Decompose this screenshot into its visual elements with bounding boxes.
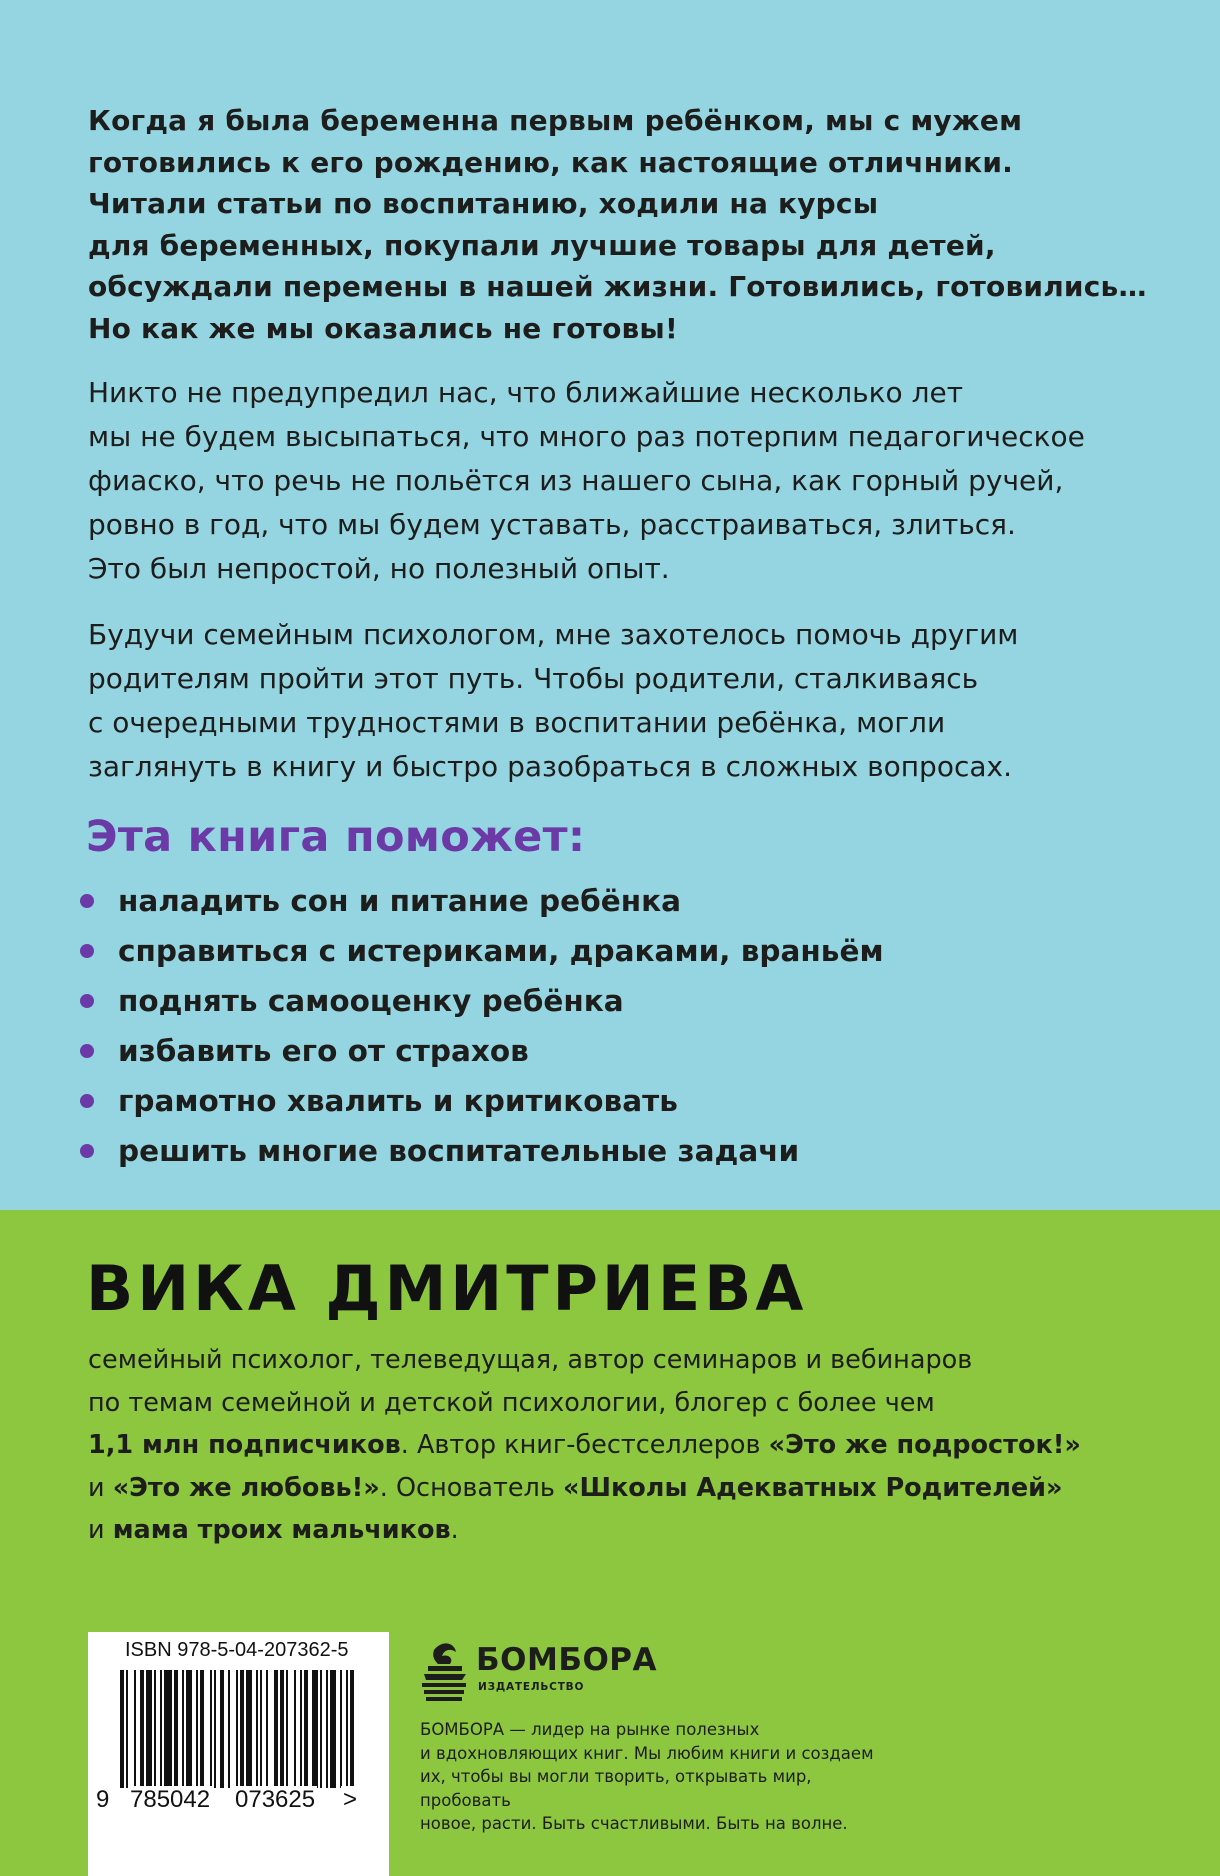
- paragraph-line: мы не будем высыпаться, что много раз потерпим педагогическое: [88, 420, 1085, 453]
- intro-line: для беременных, покупали лучшие товары для детей,: [88, 228, 996, 262]
- barcode-bar: [220, 1670, 224, 1788]
- barcode-bar: [134, 1670, 136, 1788]
- paragraph-line: фиаско, что речь не польётся из нашего сына, как горный ручей,: [88, 464, 1064, 497]
- barcode-bar: [304, 1670, 308, 1788]
- bullet-dot-icon: [80, 1144, 94, 1158]
- subscriber-count: 1,1 млн подписчиков: [88, 1430, 401, 1460]
- publisher-line: и вдохновляющих книг. Мы любим книги и создаем: [420, 1743, 874, 1763]
- list-item: [80, 1026, 884, 1076]
- barcode-digits: 073625: [235, 1786, 316, 1813]
- author-name: ВИКА ДМИТРИЕВА: [86, 1252, 808, 1325]
- list-item: [80, 876, 884, 926]
- barcode-bar: [346, 1670, 348, 1788]
- paragraph-line: Будучи семейным психологом, мне захотелось помочь другим: [88, 618, 1019, 651]
- barcode-bar: [214, 1670, 216, 1788]
- paragraph-line: родителям пройти этот путь. Чтобы родители, сталкиваясь: [88, 662, 979, 695]
- barcode-bar: [120, 1670, 124, 1788]
- paragraph-line: заглянуть в книгу и быстро разобраться в сложных вопросах.: [88, 750, 1012, 783]
- paragraph-line: с очередными трудностями в воспитании ребёнка, могли: [88, 706, 946, 739]
- barcode-bar: [140, 1670, 144, 1788]
- bullet-dot-icon: [80, 994, 94, 1008]
- publisher-line: БОМБОРА — лидер на рынке полезных: [420, 1720, 760, 1739]
- paragraph-line: ровно в год, что мы будем уставать, расстраиваться, злиться.: [88, 508, 1016, 541]
- barcode-bar: [228, 1670, 230, 1788]
- author-bio: [88, 1339, 1198, 1552]
- bio-highlight: мама троих мальчиков: [112, 1515, 451, 1545]
- barcode-bar: [160, 1670, 162, 1788]
- bio-text: и: [88, 1515, 113, 1545]
- barcode-bar: [256, 1670, 258, 1788]
- book-title: «Это же подросток!»: [768, 1430, 1081, 1460]
- benefits-list: [80, 876, 884, 1176]
- barcode-bar: [300, 1670, 302, 1788]
- intro-paragraph: [88, 100, 1168, 349]
- benefit-text: поднять самооценку ребёнка: [118, 984, 624, 1018]
- bullet-dot-icon: [80, 1044, 94, 1058]
- intro-line: обсуждали перемены в нашей жизни. Готовились, готовились…: [88, 270, 1147, 303]
- list-item: [80, 1076, 884, 1126]
- barcode-bar: [240, 1670, 244, 1788]
- paragraph-experience: [88, 371, 1168, 591]
- isbn-label: ISBN 978-5-04-207362-5: [125, 1639, 349, 1661]
- barcode-bar: [236, 1670, 238, 1788]
- publisher-subtitle: ИЗДАТЕЛЬСТВО: [478, 1681, 585, 1693]
- paragraph-line: Это был непростой, но полезный опыт.: [88, 552, 670, 585]
- barcode-bar: [196, 1670, 198, 1788]
- publisher-description: [420, 1718, 900, 1836]
- barcode-bar: [154, 1670, 156, 1788]
- barcode-bar: [210, 1670, 212, 1788]
- benefit-text: наладить сон и питание ребёнка: [118, 884, 682, 918]
- paragraph-purpose: [88, 613, 1168, 789]
- barcode-bar: [280, 1670, 284, 1788]
- bio-text: и: [88, 1472, 113, 1503]
- barcode-bar: [350, 1670, 354, 1788]
- intro-line: Когда я была беременна первым ребёнком, мы с мужем: [88, 104, 1023, 137]
- intro-line: Читали статьи по воспитанию, ходили на курсы: [88, 187, 879, 220]
- barcode-bar: [330, 1670, 336, 1788]
- publisher-name: БОМБОРА: [476, 1642, 658, 1678]
- list-item: [80, 1126, 884, 1176]
- barcode-bar: [340, 1670, 342, 1788]
- benefit-text: решить многие воспитательные задачи: [118, 1134, 800, 1168]
- list-item: [80, 976, 884, 1026]
- barcode-bar: [200, 1670, 204, 1788]
- paragraph-line: Никто не предупредил нас, что ближайшие несколько лет: [88, 376, 964, 409]
- bullet-dot-icon: [80, 1094, 94, 1108]
- intro-line: готовились к его рождению, как настоящие отличники.: [88, 145, 1013, 179]
- publisher-line: новое, расти. Быть счастливыми. Быть на волне.: [420, 1814, 848, 1833]
- barcode-bar: [274, 1670, 278, 1788]
- barcode-bar: [260, 1670, 262, 1788]
- benefit-text: грамотно хвалить и критиковать: [118, 1084, 678, 1118]
- barcode-bar: [286, 1670, 288, 1788]
- benefit-text: справиться с истериками, драками, враньём: [118, 934, 884, 968]
- bio-text: .: [450, 1515, 459, 1545]
- barcode-digit: 9: [96, 1786, 110, 1813]
- bio-text: . Автор книг-бестселлеров: [400, 1430, 769, 1460]
- barcode-bar: [246, 1670, 252, 1788]
- bio-text: по темам семейной и детской психологии, блогер с более чем: [88, 1387, 935, 1418]
- barcode-bar: [294, 1670, 296, 1788]
- benefits-title: Эта книга поможет:: [86, 812, 586, 862]
- barcode-bar: [312, 1670, 318, 1788]
- barcode-bar: [126, 1670, 128, 1788]
- school-name: «Школы Адекватных Родителей»: [562, 1472, 1063, 1503]
- barcode-bar: [146, 1670, 152, 1788]
- barcode-bar: [174, 1670, 178, 1788]
- bombora-wave-icon: [420, 1640, 472, 1704]
- bullet-dot-icon: [80, 894, 94, 908]
- bio-text: . Основатель: [379, 1472, 563, 1503]
- bullet-dot-icon: [80, 944, 94, 958]
- publisher-line: их, чтобы вы могли творить, открывать мир, пробовать: [420, 1767, 812, 1810]
- barcode-digit: >: [343, 1786, 358, 1813]
- isbn-barcode-block: [88, 1632, 389, 1876]
- barcode-bar: [164, 1670, 172, 1788]
- barcode-bar: [266, 1670, 268, 1788]
- benefit-text: избавить его от страхов: [118, 1034, 529, 1068]
- barcode-bar: [186, 1670, 192, 1788]
- barcode-digits: 785042: [130, 1786, 211, 1813]
- barcode-bar: [182, 1670, 184, 1788]
- bio-text: семейный психолог, телеведущая, автор семинаров и вебинаров: [88, 1345, 973, 1375]
- intro-line: Но как же мы оказались не готовы!: [88, 311, 678, 345]
- book-title: «Это же любовь!»: [112, 1472, 380, 1503]
- barcode-bar: [320, 1670, 322, 1788]
- publisher-logo: [420, 1640, 658, 1704]
- barcode-bar: [326, 1670, 328, 1788]
- list-item: [80, 926, 884, 976]
